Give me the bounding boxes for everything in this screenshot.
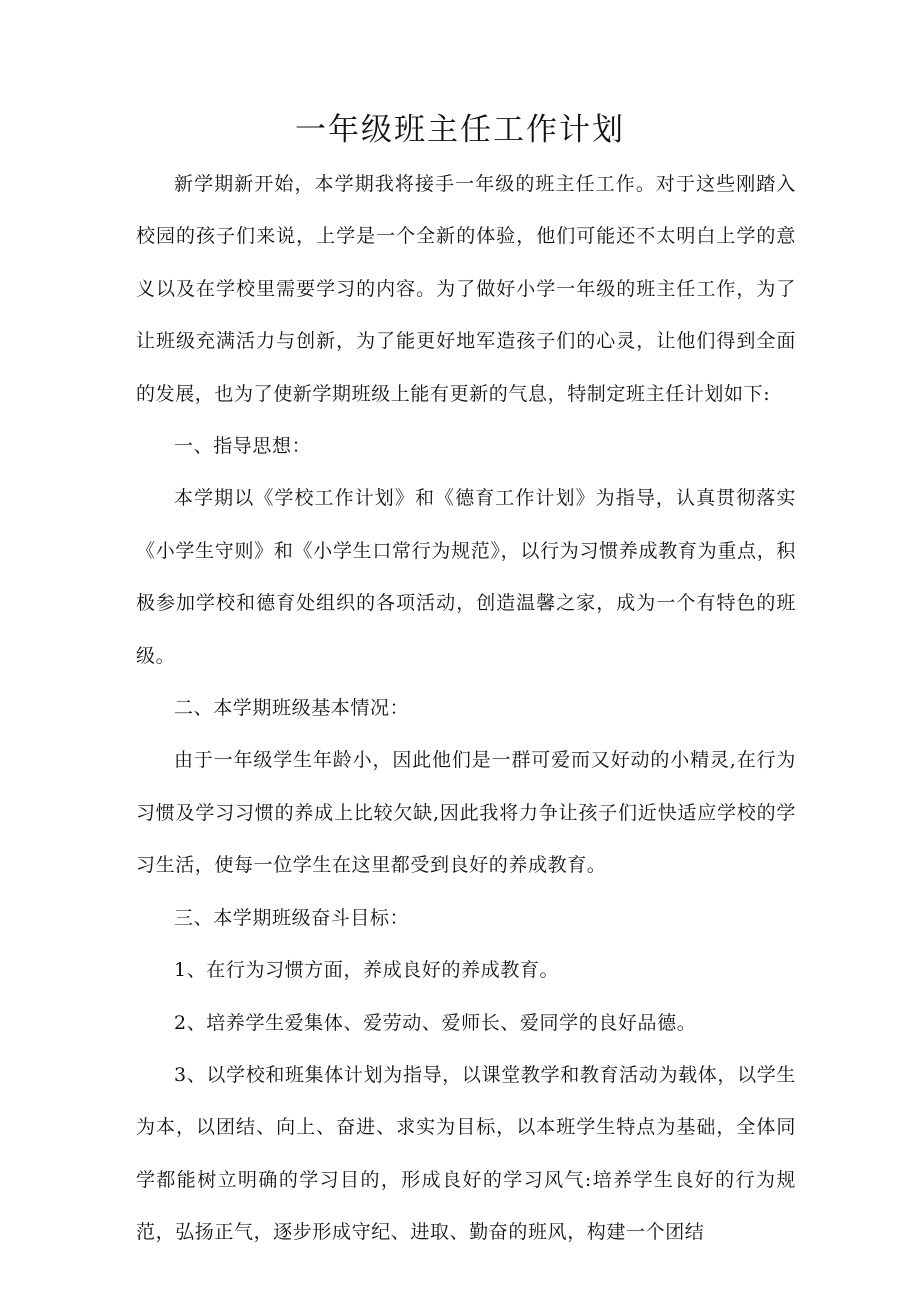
document-title: 一年级班主任工作计划 xyxy=(295,112,625,148)
goal-item-3: 3、以学校和班集体计划为指导，以课堂教学和教育活动为载体，以学生为本，以团结、向上、奋进、求实为目标，以本班学生特点为基础，全体同学都能树立明确的学习目的，形成良好的学习风气:培养学生良好的行为规范，弘扬正气，逐步形成守纪、进取、勤奋的班风，构建一个团结 xyxy=(136,1063,796,1244)
goal-item-1: 1、在行为习惯方面，养成良好的养成教育。 xyxy=(174,959,560,982)
section1-heading: 一、指导思想： xyxy=(174,435,312,458)
goal-item-2: 2、培养学生爱集体、爱劳动、爱师长、爱同学的良好品德。 xyxy=(174,1011,697,1034)
section1-paragraph: 本学期以《学校工作计划》和《德育工作计划》为指导，认真贯彻落实《小学生守则》和《小学生口常行为规范》，以行为习惯养成教育为重点，积极参加学校和德育处组织的各项活动，创造温馨之家，成为一个有特色的班级。 xyxy=(136,487,796,667)
section2-paragraph: 由于一年级学生年龄小，因此他们是一群可爱而又好动的小精灵,在行为习惯及学习习惯的养成上比较欠缺,因此我将力争让孩子们近快适应学校的学习生活，使每一位学生在这里都受到良好的养成教育。 xyxy=(136,749,796,877)
section2-heading: 二、本学期班级基本情况： xyxy=(174,697,410,720)
document-body xyxy=(136,158,796,1259)
intro-paragraph: 新学期新开始，本学期我将接手一年级的班主任工作。对于这些刚踏入校园的孩子们来说，上学是一个全新的体验，他们可能还不太明白上学的意义以及在学校里需要学习的内容。为了做好小学一年级的班主任工作，为了让班级充满活力与创新，为了能更好地军造孩子们的心灵，让他们得到全面的发展，也为了使新学期班级上能有更新的气息，特制定班主任计划如下: xyxy=(136,173,796,405)
section3-heading: 三、本学期班级奋斗目标： xyxy=(174,906,410,929)
